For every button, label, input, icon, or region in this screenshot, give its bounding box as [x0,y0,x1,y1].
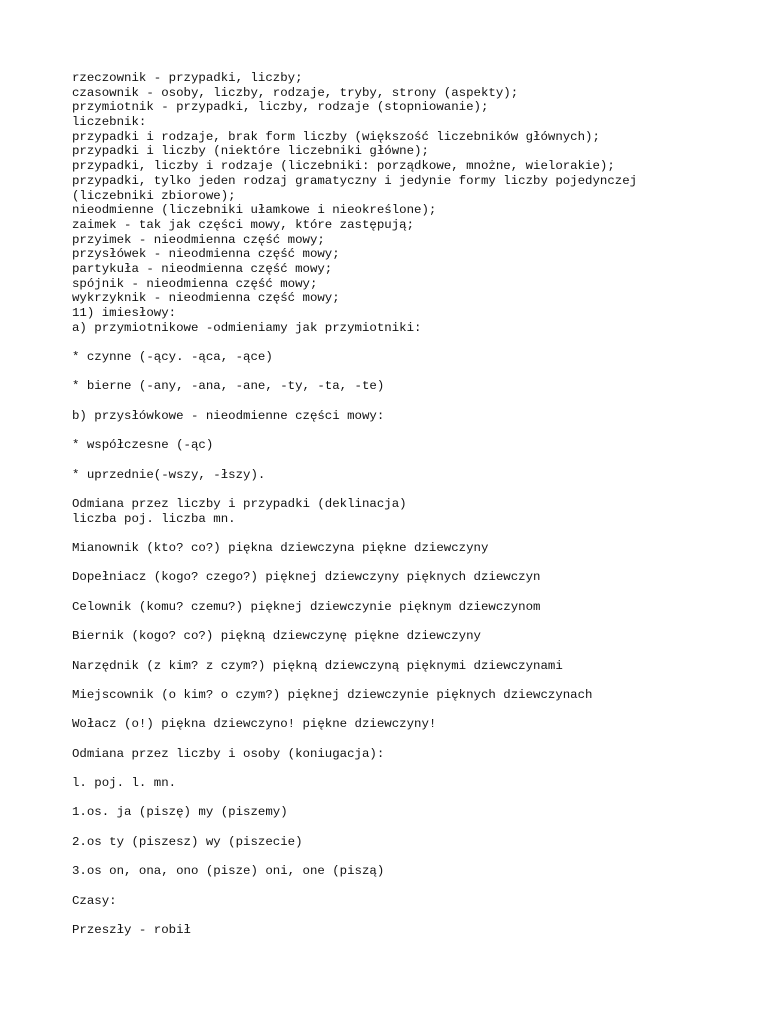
text-line: b) przysłówkowe - nieodmienne części mowy: [72,408,385,423]
text-line: * czynne (-ący. -ąca, -ące) [72,350,273,365]
text-line: * uprzednie(-wszy, -łszy). [72,467,266,482]
text-line: przyimek - nieodmienna część mowy; [72,232,325,247]
text-line: * bierne (-any, -ana, -ane, -ty, -ta, -te) [72,379,385,394]
text-line: przypadki i rodzaje, brak form liczby (większość liczebników głównych); [72,129,600,144]
text-line: Odmiana przez liczby i osoby (koniugacja): [72,746,385,761]
text-line: Czasy: [72,893,117,908]
text-line: * współczesne (-ąc) [72,438,214,453]
text-line: liczba poj. liczba mn. [72,511,236,526]
text-line: Przeszły - robił [72,922,191,937]
text-line: partykuła - nieodmienna część mowy; [72,261,333,276]
text-line: l. poj. l. mn. [72,776,177,790]
text-line: a) przymiotnikowe -odmieniamy jak przymiotniki: [72,320,422,335]
text-line: Odmiana przez liczby i przypadki (deklinacja) [72,496,407,511]
text-line: Miejscownik (o kim? o czym?) pięknej dziewczynie pięknych dziewczynach [72,687,593,702]
text-line: wykrzyknik - nieodmienna część mowy; [72,291,340,306]
text-line: 1.os. ja (piszę) my (piszemy) [72,805,288,820]
text-line: nieodmienne (liczebniki ułamkowe i nieokreślone); [72,203,437,218]
text-line: przypadki, liczby i rodzaje (liczebniki: porządkowe, mnożne, wielorakie); [72,159,615,174]
text-line: Narzędnik (z kim? z czym?) piękną dziewczyną pięknymi dziewczynami [72,658,563,673]
text-line: Mianownik (kto? co?) piękna dziewczyna piękne dziewczyny [72,541,489,555]
text-line: rzeczownik - przypadki, liczby; [72,71,303,85]
text-line: 3.os on, ona, ono (pisze) oni, one (piszą) [72,864,385,879]
text-line: Celownik (komu? czemu?) pięknej dziewczynie pięknym dziewczynom [72,599,541,614]
text-line: Biernik (kogo? co?) piękną dziewczynę piękne dziewczyny [72,629,481,644]
text-line: Wołacz (o!) piękna dziewczyno! piękne dziewczyny! [72,717,437,732]
text-line: przysłówek - nieodmienna część mowy; [72,247,340,262]
document-body [72,71,752,938]
text-line: 2.os ty (piszesz) wy (piszecie) [72,834,303,849]
text-line: czasownik - osoby, liczby, rodzaje, tryby, strony (aspekty); [72,85,519,100]
text-line: 11) imiesłowy: [72,306,177,320]
text-line: przypadki, tylko jeden rodzaj gramatyczny i jedynie formy liczby pojedynczej [72,173,638,188]
text-line: liczebnik: [72,115,147,130]
text-line: przymiotnik - przypadki, liczby, rodzaje (stopniowanie); [72,100,489,115]
text-line: zaimek - tak jak części mowy, które zastępują; [72,217,415,232]
text-line: (liczebniki zbiorowe); [72,188,236,203]
text-line: przypadki i liczby (niektóre liczebniki główne); [72,144,429,159]
text-line: spójnik - nieodmienna część mowy; [72,276,318,291]
text-line: Dopełniacz (kogo? czego?) pięknej dziewczyny pięknych dziewczyn [72,570,541,585]
